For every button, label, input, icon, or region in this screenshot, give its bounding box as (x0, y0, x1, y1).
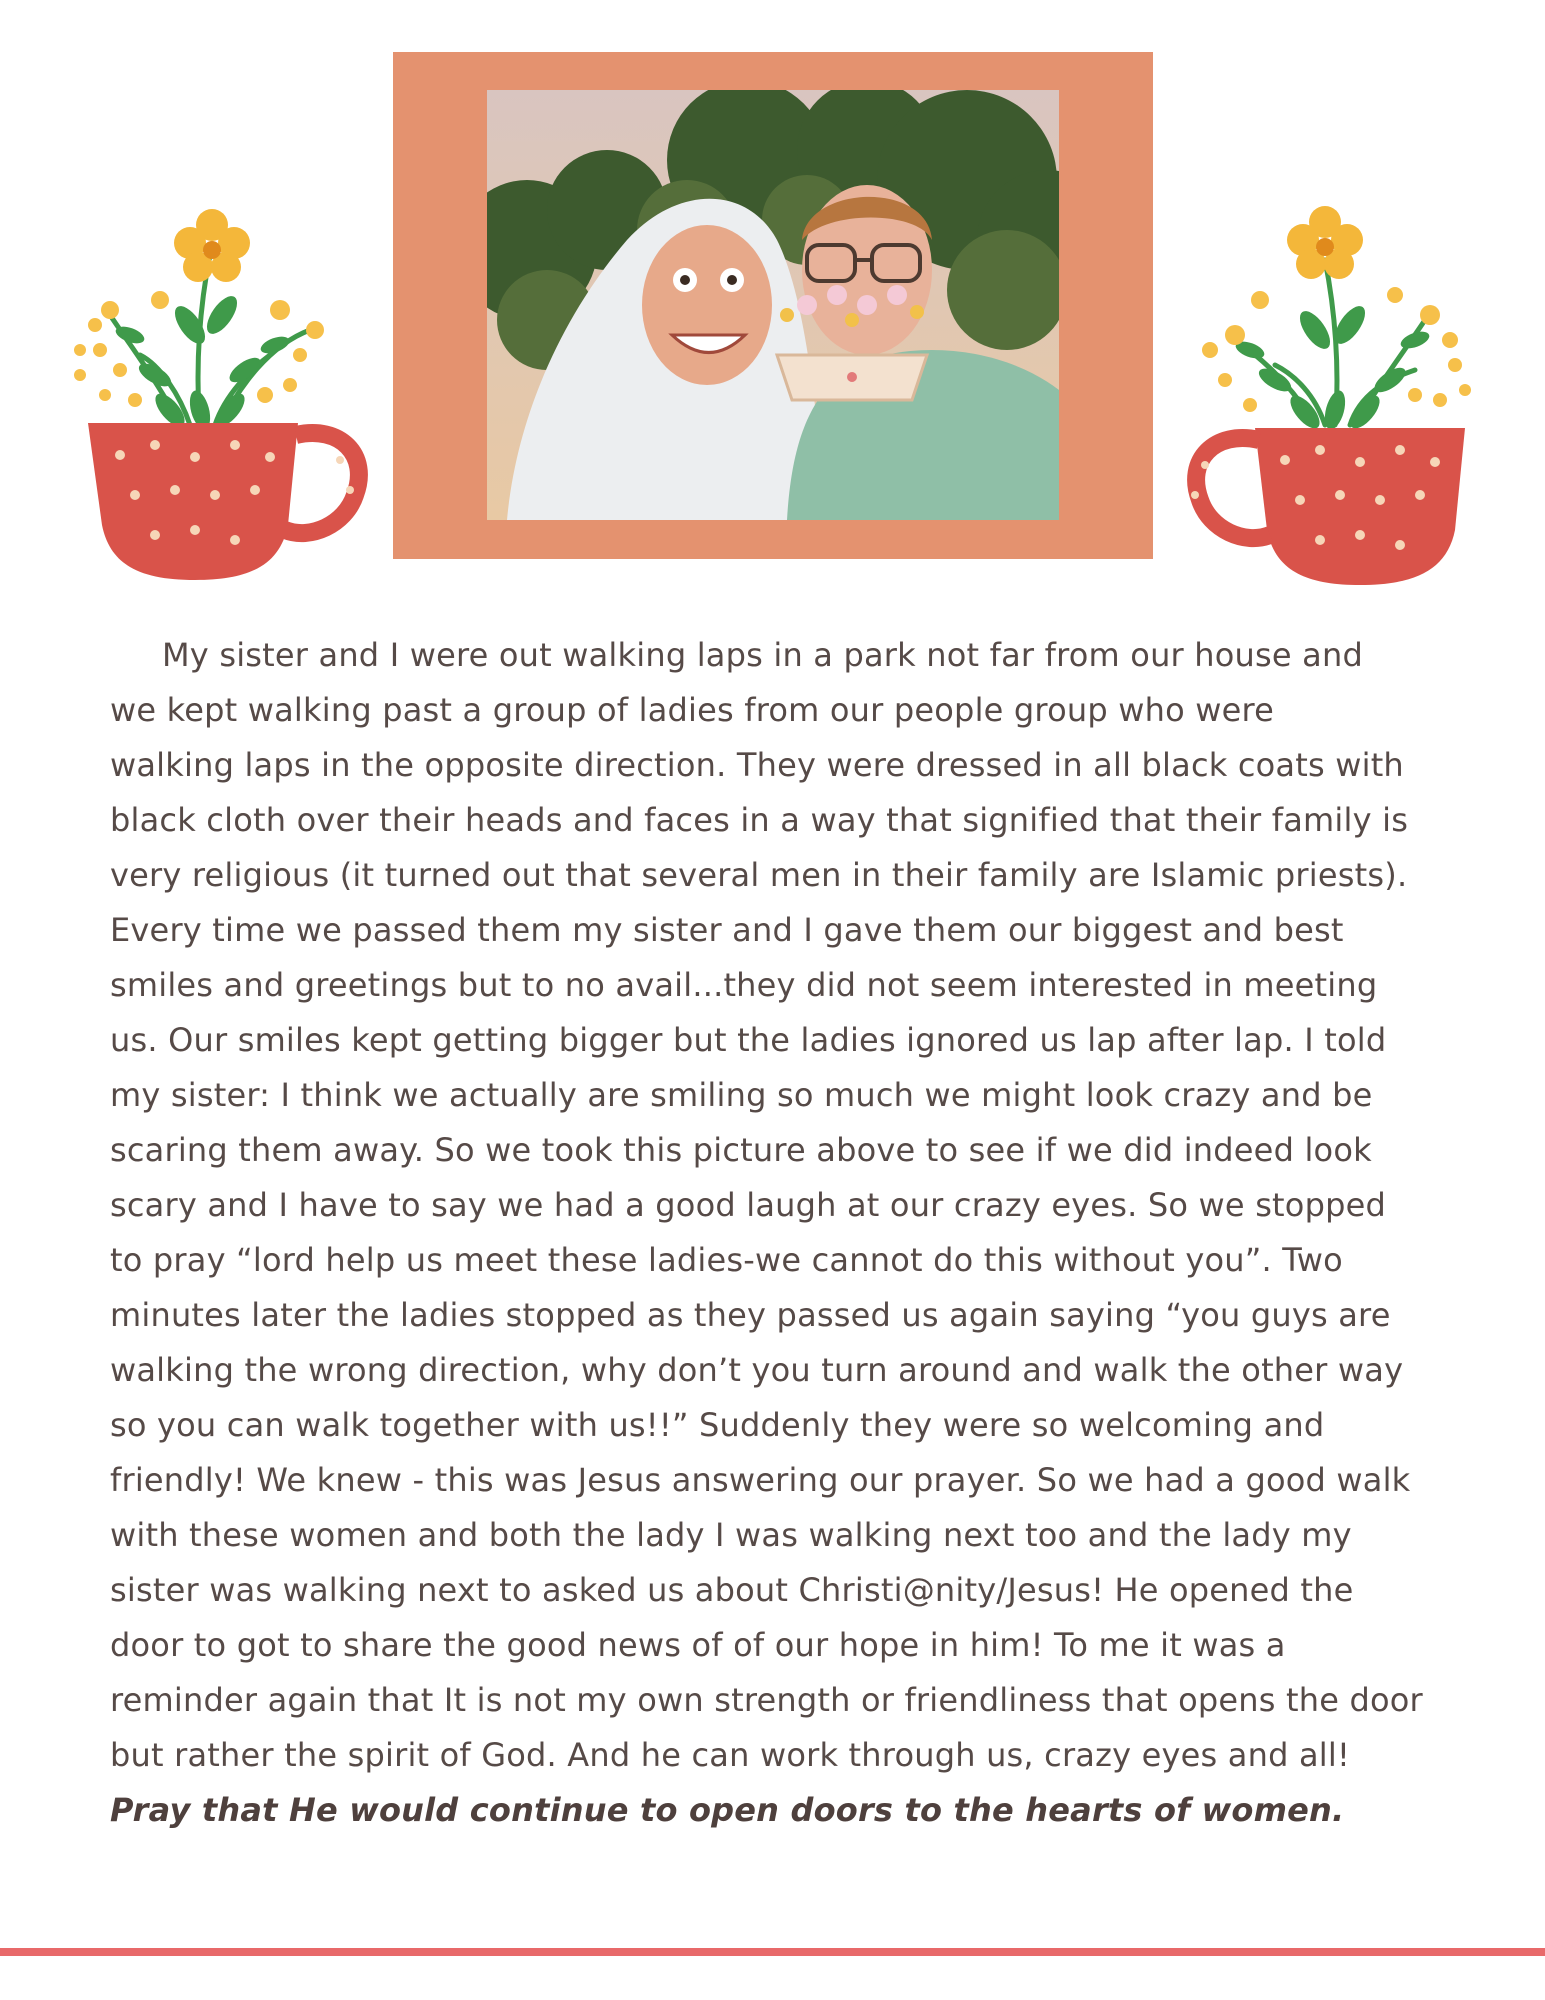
story-line: door to got to share the good news of of our hope in him! To me it was a (110, 1626, 1286, 1664)
story-paragraph (110, 628, 1440, 1838)
story-text (110, 628, 1440, 1838)
story-line: to pray “lord help us meet these ladies-we cannot do this without you”. Two (110, 1241, 1343, 1279)
story-line: very religious (it turned out that several men in their family are Islamic priests). (110, 856, 1408, 894)
story-line: black cloth over their heads and faces in a way that signified that their family is (110, 801, 1409, 839)
story-line: but rather the spirit of God. And he can work through us, crazy eyes and all! (110, 1736, 1350, 1774)
story-line: walking the wrong direction, why don’t you turn around and walk the other way (110, 1351, 1404, 1389)
story-line: scary and I have to say we had a good laugh at our crazy eyes. So we stopped (110, 1186, 1387, 1224)
photo-frame (393, 52, 1153, 559)
story-line: minutes later the ladies stopped as they passed us again saying “you guys are (110, 1296, 1391, 1334)
story-line: we kept walking past a group of ladies from our people group who were (110, 691, 1275, 729)
story-line: scaring them away. So we took this picture above to see if we did indeed look (110, 1131, 1372, 1169)
flower-cup-right-icon (1165, 200, 1505, 600)
story-line: with these women and both the lady I was walking next too and the lady my (110, 1516, 1352, 1554)
story-line: My sister and I were out walking laps in a park not far from our house and (162, 636, 1363, 674)
story-line: Every time we passed them my sister and I gave them our biggest and best (110, 911, 1344, 949)
story-line: smiles and greetings but to no avail...they did not seem interested in meeting (110, 966, 1378, 1004)
prayer-request: Pray that He would continue to open doors to the hearts of women. (110, 1791, 1345, 1829)
story-line: walking laps in the opposite direction. They were dressed in all black coats with (110, 746, 1404, 784)
story-line: my sister: I think we actually are smiling so much we might look crazy and be (110, 1076, 1373, 1114)
footer-divider (0, 1948, 1545, 1956)
story-line: reminder again that It is not my own strength or friendliness that opens the door (110, 1681, 1423, 1719)
story-line: friendly! We knew - this was Jesus answering our prayer. So we had a good walk (110, 1461, 1411, 1499)
story-line: sister was walking next to asked us about Christi@nity/Jesus! He opened the (110, 1571, 1354, 1609)
story-line: us. Our smiles kept getting bigger but the ladies ignored us lap after lap. I told (110, 1021, 1387, 1059)
flower-cup-left-icon (40, 195, 380, 595)
selfie-photo (487, 90, 1059, 520)
story-line: so you can walk together with us!!” Suddenly they were so welcoming and (110, 1406, 1325, 1444)
